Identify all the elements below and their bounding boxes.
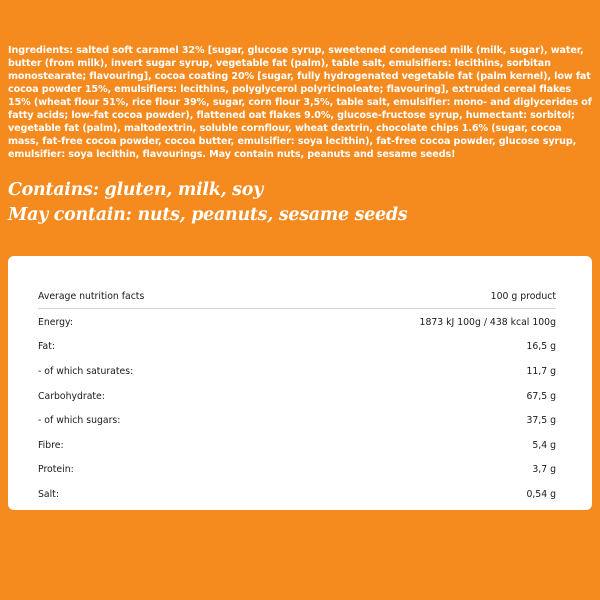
- nutrition-value: 1873 kJ 100g / 438 kcal 100g: [419, 316, 556, 328]
- allergen-may-contain: May contain: nuts, peanuts, sesame seeds: [8, 205, 408, 225]
- nutrition-label: - of which saturates:: [38, 365, 134, 377]
- nutrition-value: 67,5 g: [526, 390, 556, 402]
- nutrition-row-fibre: [38, 433, 556, 458]
- nutrition-label: - of which sugars:: [38, 415, 121, 427]
- nutrition-value: 37,5 g: [526, 415, 556, 427]
- nutrition-value: 11,7 g: [526, 365, 556, 377]
- nutrition-header-row: [38, 284, 556, 308]
- nutrition-label: Salt:: [38, 488, 59, 500]
- nutrition-value: 3,7 g: [532, 464, 556, 476]
- nutrition-value: 5,4 g: [532, 439, 556, 451]
- ingredients-text: Ingredients: salted soft caramel 32% [sugar, glucose syrup, sweetened condensed milk (milk, sugar), water, butter (from milk), invert sugar syrup, vegetable fat (palm), table salt, emulsifiers: lecithins, sorbitan monostearate; flavouring], cocoa coating 20% [sugar, fully hydrogenated vegetable fat (palm kernel), low fat cocoa powder 15%, emulsifiers: lecithins, polyglycerol polyricinoleate; flavouring], extruded cereal flakes 15% (wheat flour 51%, rice flour 39%, sugar, corn flour 3,5%, table salt, emulsifier: mono- and diglycerides of fatty acids; low-fat cocoa powder), flattened oat flakes 9.0%, glucose-fructose syrup, humectant: sorbitol; vegetable fat (palm), maltodextrin, soluble cornflour, wheat dextrin, chocolate chips 1.6% (sugar, cocoa mass, fat-free cocoa powder, cocoa butter, emulsifier: soya lecithin), fat-free cocoa powder, glucose syrup, emulsifier: soya lecithin, flavourings. May contain nuts, peanuts and sesame seeds!: [8, 45, 592, 160]
- nutrition-row-protein: [38, 458, 556, 483]
- nutrition-row-carbohydrate: [38, 384, 556, 409]
- nutrition-label: Protein:: [38, 464, 74, 476]
- nutrition-row-salt: [38, 482, 556, 507]
- nutrition-row-saturates: [38, 359, 556, 384]
- nutrition-label: Carbohydrate:: [38, 390, 105, 402]
- nutrition-label: Fibre:: [38, 439, 64, 451]
- allergen-contains: Contains: gluten, milk, soy: [8, 180, 263, 200]
- header-divider: [38, 308, 556, 309]
- nutrition-card: [8, 256, 592, 510]
- nutrition-value: 0,54 g: [526, 488, 556, 500]
- nutrition-row-energy: [38, 310, 556, 335]
- nutrition-value: 16,5 g: [526, 341, 556, 353]
- nutrition-header-label: Average nutrition facts: [38, 290, 145, 302]
- nutrition-label: Fat:: [38, 341, 55, 353]
- nutrition-label: Energy:: [38, 316, 74, 328]
- nutrition-table: [38, 284, 556, 507]
- nutrition-row-sugars: [38, 408, 556, 433]
- nutrition-header-value: 100 g product: [490, 290, 556, 302]
- nutrition-row-fat: [38, 335, 556, 360]
